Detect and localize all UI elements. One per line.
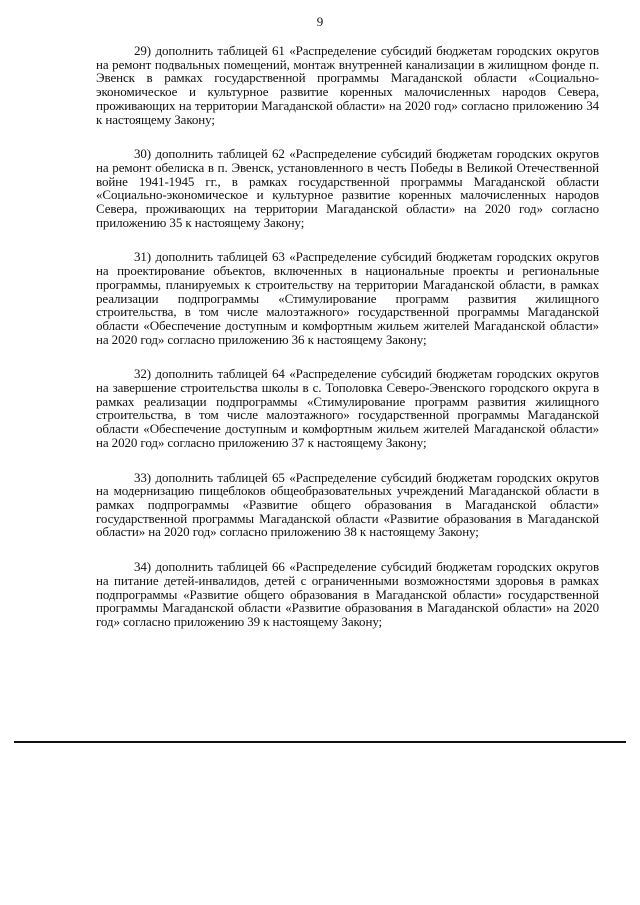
paragraph-item-34: 34) дополнить таблицей 66 «Распределение субсидий бюджетам городских округов на питание детей-инвалидов, детей с ограниченными возможностями здоровья в рамках подпрограммы «Развитие общего образования в Магаданской области» государственной программы Магаданской области «Развитие образования в Магаданской области» на 2020 год» согласно приложению 39 к настоящему Закону; xyxy=(96,559,599,629)
document-body xyxy=(96,44,599,650)
page-number: 9 xyxy=(316,14,324,29)
paragraph-item-32: 32) дополнить таблицей 64 «Распределение субсидий бюджетам городских округов на завершение строительства школы в с. Тополовка Северо-Эвенского городского округа в рамках реализации подпрограммы «Стимулирование программ развития жилищного строительства, в том числе малоэтажного» государственной программы Магаданской области «Обеспечение доступным и комфортным жильем жителей Магаданской области» на 2020 год» согласно приложению 37 к настоящему Закону; xyxy=(96,366,599,450)
paragraph-item-30: 30) дополнить таблицей 62 «Распределение субсидий бюджетам городских округов на ремонт обелиска в п. Эвенск, установленного в честь Победы в Великой Отечественной войне 1941-1945 гг., в рамках государственной программы Магаданской области «Социально-экономическое и культурное развитие коренных малочисленных народов Севера, проживающих на территории Магаданской области» на 2020 год» согласно приложению 35 к настоящему Закону; xyxy=(96,146,599,230)
paragraph-item-31: 31) дополнить таблицей 63 «Распределение субсидий бюджетам городских округов на проектирование объектов, включенных в национальные проекты и региональные программы, планируемых к строительству на территории Магаданской области, в рамках реализации подпрограммы «Стимулирование программ развития жилищного строительства, в том числе малоэтажного» государственной программы Магаданской области «Обеспечение доступным и комфортным жильем жителей Магаданской области» на 2020 год» согласно приложению 36 к настоящему Закону; xyxy=(96,249,599,347)
paragraph-item-33: 33) дополнить таблицей 65 «Распределение субсидий бюджетам городских округов на модернизацию пищеблоков общеобразовательных учреждений Магаданской области в рамках подпрограммы «Развитие общего образования в Магаданской области» государственной программы Магаданской области «Развитие образования в Магаданской области» на 2020 год» согласно приложению 38 к настоящему Закону; xyxy=(96,469,599,540)
paragraph-item-29: 29) дополнить таблицей 61 «Распределение субсидий бюджетам городских округов на ремонт подвальных помещений, монтаж внутренней канализации в жилищном фонде п. Эвенск в рамках государственной программы Магаданской области «Социально-экономическое и культурное развитие коренных малочисленных народов Севера, проживающих на территории Магаданской области» на 2020 год» согласно приложению 34 к настоящему Закону; xyxy=(96,43,599,127)
bottom-rule-divider xyxy=(14,741,626,743)
